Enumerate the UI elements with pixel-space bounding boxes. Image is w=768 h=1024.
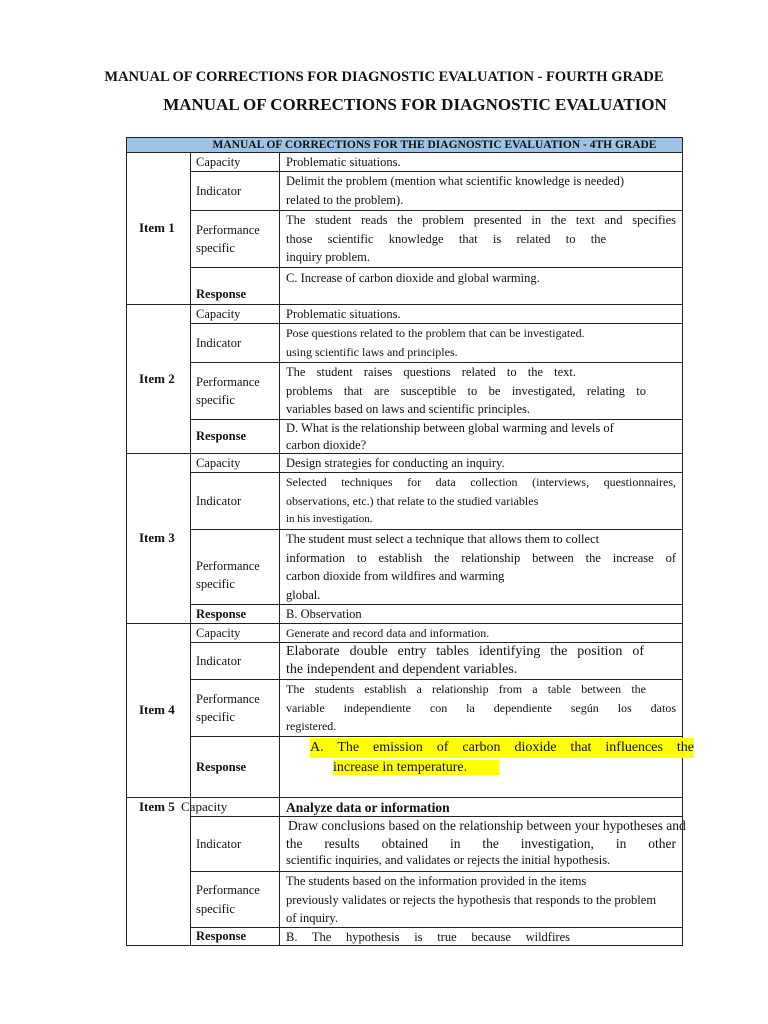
item-2-indicator-value (279, 323, 683, 363)
item-2-indicator-line-2: using scientific laws and principles. (286, 345, 458, 359)
item-5-performance-line-1: The students based on the information provided in the items (286, 874, 587, 888)
item-5-label-cell (126, 797, 191, 946)
item-4-response-line-2: increase in temperature. (333, 760, 499, 775)
item-1-indicator-line-1: Delimit the problem (mention what scientific knowledge is needed) (286, 174, 625, 188)
item-4-capacity-value: Generate and record data and information. (279, 623, 683, 643)
item-1-capacity-value: Problematic situations. (279, 152, 683, 172)
item-2-response-line-2: carbon dioxide? (286, 437, 367, 452)
item-4-performance-label (190, 679, 280, 737)
item-4-indicator-line-2: the independent and dependent variables. (286, 662, 518, 677)
item-4-capacity-label: Capacity (190, 623, 280, 643)
item-5-capacity-label: Capacity (181, 799, 228, 814)
item-4-performance-line-3: registered. (286, 719, 337, 733)
item-2-performance-value (279, 362, 683, 420)
item-3-label (126, 453, 191, 624)
item-2-performance-label (190, 362, 280, 420)
table-header (126, 137, 683, 153)
performance-label-line-2: specific (196, 241, 235, 255)
item-4-indicator-line-1: Elaborate double entry tables identifying the position of (286, 644, 644, 659)
performance-label-line-1: Performance (196, 558, 260, 573)
item-3-performance-value (279, 529, 683, 605)
item-4-response-label: Response (190, 736, 280, 798)
item-3-response-value: B. Observation (279, 604, 683, 624)
item-2-response-line-1: D. What is the relationship between global warming and levels of (286, 421, 614, 435)
item-4-indicator-label: Indicator (190, 642, 280, 680)
item-5-name: Item 5 (139, 799, 175, 814)
item-3-response-label: Response (190, 604, 280, 624)
item-5-performance-label (190, 871, 280, 928)
item-1-name: Item 1 (139, 220, 175, 236)
performance-label-line-2: specific (196, 393, 235, 407)
item-4-performance-value (279, 679, 683, 737)
performance-label-line-1: Performance (196, 374, 260, 389)
item-3-performance-line-4: global. (286, 587, 321, 602)
item-5-indicator-line-3: scientific inquiries, and validates or rejects the initial hypothesis. (286, 853, 611, 867)
item-5-indicator-line-2: the results obtained in the investigation, in other (286, 835, 676, 851)
item-5-indicator-value (279, 816, 686, 872)
item-2-capacity-label: Capacity (190, 304, 280, 324)
item-5-performance-value (279, 871, 683, 928)
item-5-indicator-line-1: Draw conclusions based on the relationship between your hypotheses and (288, 818, 686, 833)
performance-label-line-2: specific (196, 901, 235, 916)
item-4-response-line-1: A. The emission of carbon dioxide that influences the (310, 738, 694, 758)
item-1-indicator-label: Indicator (190, 171, 280, 211)
item-3-performance-label (190, 529, 280, 605)
item-2-label (126, 304, 191, 454)
item-2-response-value (279, 419, 683, 454)
performance-label-line-2: specific (196, 710, 235, 724)
item-4-performance-line-2: variable independiente con la dependiente según los datos (286, 700, 676, 715)
item-5-response-label: Response (190, 927, 280, 946)
item-2-performance-line-3: variables based on laws and scientific principles. (286, 402, 531, 416)
item-1-response-label: Response (190, 267, 280, 305)
item-4-response-line-2-wrap (333, 758, 499, 778)
item-3-performance-line-1: The student must select a technique that allows them to collect (286, 532, 600, 546)
item-3-indicator-line-1: Selected techniques for data collection (interviews, questionnaires, (286, 475, 676, 489)
item-4-response-line-1-wrap (310, 738, 694, 758)
item-2-performance-line-2: problems that are susceptible to be investigated, relating to (286, 383, 646, 398)
item-3-name: Item 3 (139, 530, 175, 546)
item-3-performance-line-3: carbon dioxide from wildfires and warming (286, 569, 505, 583)
item-1-response-value: C. Increase of carbon dioxide and global warming. (279, 267, 683, 305)
item-3-capacity-value: Design strategies for conducting an inquiry. (279, 453, 683, 473)
item-4-label (126, 623, 191, 798)
item-5-performance-line-3: of inquiry. (286, 911, 338, 925)
item-1-capacity-label: Capacity (190, 152, 280, 172)
item-2-performance-line-1: The student raises questions related to the text. (286, 365, 576, 379)
item-4-performance-line-1: The students establish a relationship from a table between the (286, 682, 646, 696)
item-3-indicator-label: Indicator (190, 472, 280, 530)
item-1-performance-label (190, 210, 280, 268)
item-3-capacity-label: Capacity (190, 453, 280, 473)
item-3-performance-line-2: information to establish the relationship between the increase of (286, 550, 676, 565)
item-2-indicator-label: Indicator (190, 323, 280, 363)
item-1-performance-line-2: those scientific knowledge that is related to the (286, 231, 606, 246)
performance-label-line-1: Performance (196, 691, 260, 706)
item-3-indicator-line-2: observations, etc.) that relate to the studied variables (286, 493, 539, 508)
item-5-indicator-label: Indicator (190, 816, 280, 872)
item-5-response-value (279, 927, 683, 946)
item-5-performance-line-2: previously validates or rejects the hypothesis that responds to the problem (286, 892, 657, 907)
item-2-capacity-value: Problematic situations. (279, 304, 683, 324)
item-5-response-line: B. The hypothesis is true because wildfires (286, 930, 570, 944)
item-5-capacity-value: Analyze data or information (279, 797, 683, 817)
table-header-text: MANUAL OF CORRECTIONS FOR THE DIAGNOSTIC EVALUATION - 4TH GRADE (212, 139, 657, 151)
item-2-response-label: Response (190, 419, 280, 454)
document-subtitle: MANUAL OF CORRECTIONS FOR DIAGNOSTIC EVALUATION (163, 95, 667, 114)
item-5-capacity-spacer (190, 797, 280, 817)
item-4-response-value (279, 736, 694, 798)
item-1-indicator-line-2: related to the problem). (286, 193, 404, 207)
item-4-name: Item 4 (139, 702, 175, 718)
item-1-performance-value (279, 210, 683, 268)
performance-label-line-1: Performance (196, 222, 260, 237)
item-1-performance-line-1: The student reads the problem presented in the text and specifies (286, 213, 676, 227)
performance-label-line-2: specific (196, 577, 235, 591)
item-2-indicator-line-1: Pose questions related to the problem that can be investigated. (286, 326, 585, 340)
item-1-label (126, 152, 191, 305)
performance-label-line-1: Performance (196, 883, 260, 897)
item-2-name: Item 2 (139, 370, 175, 386)
item-1-indicator-value (279, 171, 683, 211)
item-3-indicator-value (279, 472, 683, 530)
item-3-indicator-line-3: in his investigation. (286, 513, 373, 525)
item-4-indicator-value (279, 642, 683, 680)
document-title: MANUAL OF CORRECTIONS FOR DIAGNOSTIC EVALUATION - FOURTH GRADE (104, 69, 664, 85)
item-1-performance-line-3: inquiry problem. (286, 250, 371, 264)
